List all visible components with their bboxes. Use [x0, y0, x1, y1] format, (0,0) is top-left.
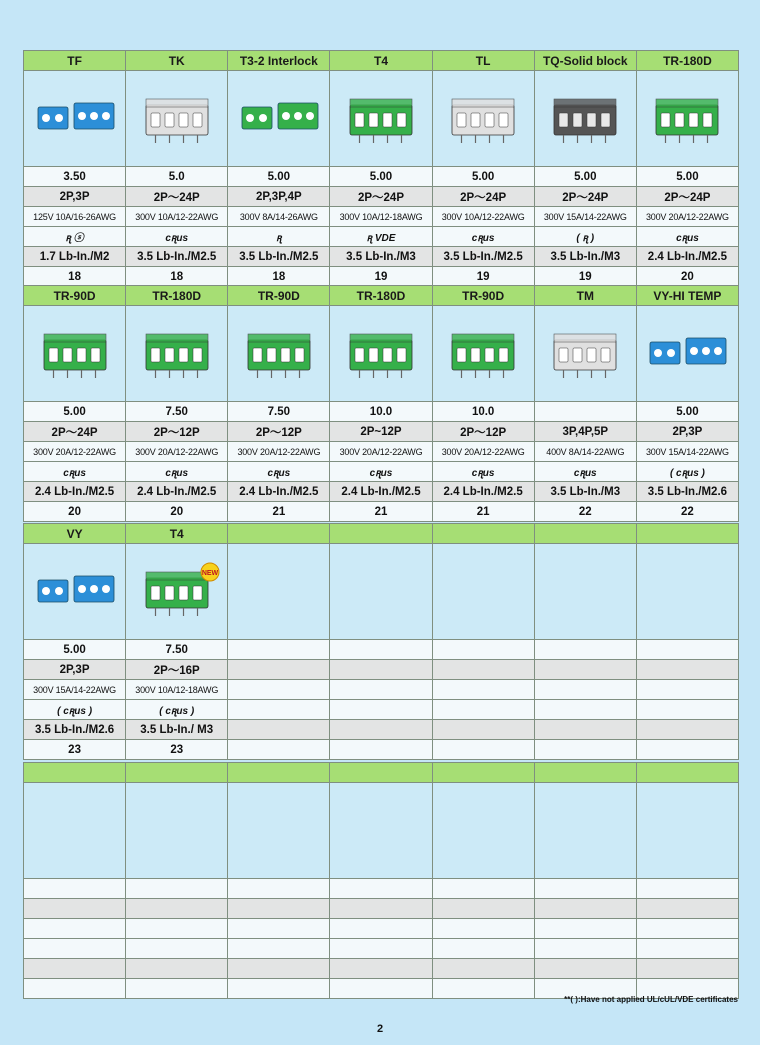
product-cert	[228, 700, 329, 719]
product-image	[228, 306, 329, 401]
product-name: T3-2 Interlock	[228, 51, 329, 70]
product-image	[535, 544, 636, 639]
product-pitch	[433, 879, 534, 898]
product-image	[126, 306, 227, 401]
product-cert: cꭆus	[535, 462, 636, 481]
product-cert: ꭆ VDE	[330, 227, 431, 246]
product-pitch: 5.00	[24, 402, 125, 421]
product-pitch: 3.50	[24, 167, 125, 186]
product-image	[433, 306, 534, 401]
product-rating: 300V 15A/14-22AWG	[637, 442, 738, 461]
product-poles: 2P～12P	[228, 422, 329, 441]
green-terminal-icon	[336, 324, 426, 384]
product-pitch	[433, 640, 534, 659]
product-torque: 3.5 Lb-In./ M3	[126, 720, 227, 739]
product-rating	[433, 680, 534, 699]
product-pitch: 7.50	[228, 402, 329, 421]
product-name	[126, 763, 227, 782]
product-page: 18	[24, 267, 125, 286]
product-torque: 3.5 Lb-In./M3	[535, 482, 636, 501]
product-page	[330, 979, 431, 998]
product-name: TF	[24, 51, 125, 70]
product-rating	[228, 919, 329, 938]
product-image	[433, 783, 534, 878]
product-torque: 2.4 Lb-In./M2.5	[24, 482, 125, 501]
green-interlock-terminal-icon	[234, 89, 324, 149]
product-name: TK	[126, 51, 227, 70]
product-pitch: 5.00	[433, 167, 534, 186]
product-rating	[228, 680, 329, 699]
product-name: T4	[126, 524, 227, 543]
product-pitch	[637, 640, 738, 659]
product-cert: cꭆus	[433, 227, 534, 246]
product-pitch	[330, 879, 431, 898]
product-poles: 2P～24P	[637, 187, 738, 206]
product-cert	[535, 700, 636, 719]
product-rating	[637, 919, 738, 938]
product-pitch: 5.0	[126, 167, 227, 186]
product-page: 23	[126, 740, 227, 759]
product-pitch: 5.00	[24, 640, 125, 659]
product-pitch: 5.00	[228, 167, 329, 186]
product-rating: 300V 10A/12-22AWG	[126, 207, 227, 226]
product-rating	[637, 680, 738, 699]
product-image	[433, 71, 534, 166]
product-torque	[24, 959, 125, 978]
product-cert: cꭆus	[433, 462, 534, 481]
product-cert: ( ꭆ )	[535, 227, 636, 246]
product-torque	[637, 959, 738, 978]
product-page: 21	[330, 502, 431, 521]
product-page	[330, 740, 431, 759]
product-poles	[24, 899, 125, 918]
product-page	[126, 979, 227, 998]
product-rating: 400V 8A/14-22AWG	[535, 442, 636, 461]
product-pitch	[228, 879, 329, 898]
product-page	[228, 740, 329, 759]
product-poles: 2P～16P	[126, 660, 227, 679]
product-image	[228, 783, 329, 878]
product-torque: 3.5 Lb-In./M2.5	[433, 247, 534, 266]
product-rating	[535, 919, 636, 938]
product-cert: ( cꭆus )	[24, 700, 125, 719]
product-poles: 2P～12P	[433, 422, 534, 441]
product-image	[228, 544, 329, 639]
product-pitch: 5.00	[535, 167, 636, 186]
product-rating: 300V 20A/12-22AWG	[126, 442, 227, 461]
product-poles	[637, 660, 738, 679]
product-torque: 2.4 Lb-In./M2.5	[126, 482, 227, 501]
product-pitch: 7.50	[126, 640, 227, 659]
product-pitch	[637, 879, 738, 898]
product-pitch: 5.00	[637, 167, 738, 186]
product-poles: 2P～24P	[433, 187, 534, 206]
product-torque	[330, 720, 431, 739]
product-pitch: 7.50	[126, 402, 227, 421]
product-torque	[330, 959, 431, 978]
product-page: 19	[433, 267, 534, 286]
green-terminal-icon	[132, 324, 222, 384]
product-pitch	[126, 879, 227, 898]
product-torque	[228, 720, 329, 739]
product-poles: 3P,4P,5P	[535, 422, 636, 441]
product-torque: 1.7 Lb-In./M2	[24, 247, 125, 266]
product-poles	[126, 899, 227, 918]
product-cert	[637, 700, 738, 719]
product-cert: ( cꭆus )	[126, 700, 227, 719]
product-pitch	[330, 640, 431, 659]
product-name	[535, 763, 636, 782]
product-poles: 2P,3P	[24, 187, 125, 206]
product-name	[637, 763, 738, 782]
product-name: TR-90D	[228, 286, 329, 305]
product-image	[330, 544, 431, 639]
product-rating: 300V 15A/14-22AWG	[24, 680, 125, 699]
product-name: TL	[433, 51, 534, 70]
product-rating: 300V 20A/12-22AWG	[637, 207, 738, 226]
product-table-2	[23, 285, 739, 522]
product-poles	[433, 899, 534, 918]
product-name: VY	[24, 524, 125, 543]
product-poles: 2P～24P	[330, 187, 431, 206]
white-terminal-icon	[132, 89, 222, 149]
product-page: 20	[126, 502, 227, 521]
product-rating: 300V 20A/12-22AWG	[24, 442, 125, 461]
product-poles	[433, 660, 534, 679]
product-torque: 3.5 Lb-In./M3	[535, 247, 636, 266]
product-page	[433, 740, 534, 759]
product-torque	[535, 959, 636, 978]
product-page: 21	[228, 502, 329, 521]
product-page	[24, 979, 125, 998]
blue-terminal-icon	[30, 562, 120, 622]
product-cert: cꭆus	[126, 462, 227, 481]
product-image	[24, 783, 125, 878]
product-image	[126, 71, 227, 166]
product-name: TQ-Solid block	[535, 51, 636, 70]
product-image	[637, 783, 738, 878]
product-cert: cꭆus	[24, 462, 125, 481]
product-poles	[637, 899, 738, 918]
product-rating	[330, 919, 431, 938]
product-rating: 300V 10A/12-18AWG	[126, 680, 227, 699]
product-rating	[24, 919, 125, 938]
product-rating	[433, 919, 534, 938]
product-poles	[535, 899, 636, 918]
product-rating: 300V 10A/12-22AWG	[433, 207, 534, 226]
product-rating	[330, 680, 431, 699]
product-cert	[330, 939, 431, 958]
product-pitch: 10.0	[433, 402, 534, 421]
product-pitch: 5.00	[330, 167, 431, 186]
product-poles: 2P~12P	[330, 422, 431, 441]
green-terminal-icon	[642, 89, 732, 149]
product-pitch: 10.0	[330, 402, 431, 421]
product-poles	[330, 899, 431, 918]
product-torque	[126, 959, 227, 978]
product-poles	[535, 660, 636, 679]
product-poles: 2P,3P	[637, 422, 738, 441]
product-name	[24, 763, 125, 782]
product-torque: 2.4 Lb-In./M2.5	[433, 482, 534, 501]
product-name	[535, 524, 636, 543]
product-poles: 2P～24P	[126, 187, 227, 206]
product-image	[24, 544, 125, 639]
product-name: TR-180D	[637, 51, 738, 70]
product-page: 22	[637, 502, 738, 521]
product-name: T4	[330, 51, 431, 70]
product-image	[433, 544, 534, 639]
product-name: VY-HI TEMP	[637, 286, 738, 305]
product-pitch	[24, 879, 125, 898]
product-rating: 300V 15A/14-22AWG	[535, 207, 636, 226]
product-page	[535, 740, 636, 759]
product-cert	[24, 939, 125, 958]
product-image	[535, 306, 636, 401]
product-name	[433, 763, 534, 782]
product-poles	[330, 660, 431, 679]
product-torque	[535, 720, 636, 739]
product-pitch	[535, 640, 636, 659]
product-name: TM	[535, 286, 636, 305]
green-terminal-icon	[234, 324, 324, 384]
product-image	[637, 544, 738, 639]
product-poles: 2P～12P	[126, 422, 227, 441]
product-name: TR-90D	[433, 286, 534, 305]
product-name	[228, 763, 329, 782]
green-terminal-icon	[336, 89, 426, 149]
product-rating	[126, 919, 227, 938]
product-cert	[433, 700, 534, 719]
product-pitch	[535, 879, 636, 898]
product-image	[637, 71, 738, 166]
product-rating: 300V 10A/12-18AWG	[330, 207, 431, 226]
product-torque: 3.5 Lb-In./M2.6	[637, 482, 738, 501]
product-rating: 125V 10A/16-26AWG	[24, 207, 125, 226]
product-page	[637, 740, 738, 759]
white-terminal-icon	[540, 324, 630, 384]
product-image	[330, 306, 431, 401]
product-cert	[637, 939, 738, 958]
product-cert: ꭆ ⓢ	[24, 227, 125, 246]
product-image	[535, 783, 636, 878]
product-poles	[228, 899, 329, 918]
product-name	[433, 524, 534, 543]
product-rating: 300V 20A/12-22AWG	[433, 442, 534, 461]
blue-terminal-icon	[30, 89, 120, 149]
product-torque: 3.5 Lb-In./M3	[330, 247, 431, 266]
product-name	[330, 524, 431, 543]
product-table-1	[23, 50, 739, 287]
product-image	[228, 71, 329, 166]
product-pitch	[228, 640, 329, 659]
green-terminal-icon	[438, 324, 528, 384]
product-image	[24, 306, 125, 401]
product-cert: cꭆus	[126, 227, 227, 246]
product-torque: 2.4 Lb-In./M2.5	[228, 482, 329, 501]
product-image	[637, 306, 738, 401]
product-name: TR-90D	[24, 286, 125, 305]
product-name	[228, 524, 329, 543]
product-image	[126, 544, 227, 639]
product-name: TR-180D	[330, 286, 431, 305]
product-image	[24, 71, 125, 166]
product-table-3	[23, 523, 739, 760]
product-pitch	[535, 402, 636, 421]
white-terminal-icon	[438, 89, 528, 149]
product-poles	[228, 660, 329, 679]
product-rating	[535, 680, 636, 699]
gray-terminal-icon	[540, 89, 630, 149]
product-page: 19	[330, 267, 431, 286]
product-cert: cꭆus	[637, 227, 738, 246]
product-page: 20	[24, 502, 125, 521]
svg-text:NEW: NEW	[201, 569, 218, 577]
product-torque: 3.5 Lb-In./M2.5	[228, 247, 329, 266]
product-page	[433, 979, 534, 998]
product-rating: 300V 20A/12-22AWG	[330, 442, 431, 461]
product-page	[228, 979, 329, 998]
product-page: 23	[24, 740, 125, 759]
product-torque	[433, 959, 534, 978]
product-page: 21	[433, 502, 534, 521]
product-name	[637, 524, 738, 543]
product-image	[330, 783, 431, 878]
green-terminal-icon	[30, 324, 120, 384]
product-torque	[228, 959, 329, 978]
product-cert: ( cꭆus )	[637, 462, 738, 481]
product-poles: 2P～24P	[535, 187, 636, 206]
product-page: 22	[535, 502, 636, 521]
product-table-4	[23, 762, 739, 999]
product-image	[330, 71, 431, 166]
product-name	[330, 763, 431, 782]
page-number: 2	[376, 1023, 384, 1035]
product-pitch: 5.00	[637, 402, 738, 421]
product-cert	[228, 939, 329, 958]
product-cert: cꭆus	[228, 462, 329, 481]
product-page: 19	[535, 267, 636, 286]
product-page: 18	[228, 267, 329, 286]
product-torque: 3.5 Lb-In./M2.5	[126, 247, 227, 266]
product-cert	[535, 939, 636, 958]
product-torque	[637, 720, 738, 739]
product-image	[535, 71, 636, 166]
product-page: 20	[637, 267, 738, 286]
product-torque: 2.4 Lb-In./M2.5	[330, 482, 431, 501]
product-name: TR-180D	[126, 286, 227, 305]
product-rating: 300V 8A/14-26AWG	[228, 207, 329, 226]
blue-terminal-icon	[642, 324, 732, 384]
product-cert	[330, 700, 431, 719]
product-cert: ꭆ	[228, 227, 329, 246]
footnote: **( ):Have not applied UL/cUL/VDE certificates	[564, 995, 738, 1004]
product-poles: 2P,3P	[24, 660, 125, 679]
green-terminal-icon	[132, 562, 222, 622]
product-page: 18	[126, 267, 227, 286]
product-torque	[433, 720, 534, 739]
product-torque: 2.4 Lb-In./M2.5	[637, 247, 738, 266]
product-poles: 2P,3P,4P	[228, 187, 329, 206]
product-cert	[433, 939, 534, 958]
product-poles: 2P～24P	[24, 422, 125, 441]
product-torque: 3.5 Lb-In./M2.6	[24, 720, 125, 739]
product-cert	[126, 939, 227, 958]
product-rating: 300V 20A/12-22AWG	[228, 442, 329, 461]
product-cert: cꭆus	[330, 462, 431, 481]
product-image	[126, 783, 227, 878]
